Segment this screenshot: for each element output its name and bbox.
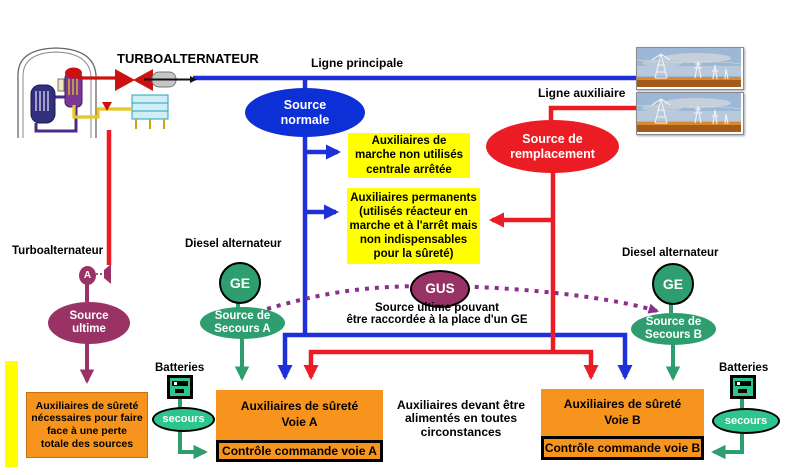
source-secours-a-ellipse: Source de Secours A — [200, 307, 285, 339]
secours-a-ellipse: secours — [152, 407, 215, 432]
source-normale-ellipse: Source normale — [245, 88, 365, 137]
gus-note: Source ultime pouvant être raccordée à la place d'un GE — [346, 302, 528, 327]
aux-perte-box: Auxiliaires de sûreté nécessaires pour faire face à une perte totale des sources — [26, 392, 148, 458]
diesel-alternateur-a-label: Diesel alternateur — [185, 238, 282, 250]
batteries-b-label: Batteries — [719, 362, 769, 374]
batteries-a-label: Batteries — [155, 362, 205, 374]
power-line-photo-main — [636, 47, 744, 90]
secours-b-ellipse: secours — [712, 408, 780, 434]
gus-ellipse: GUS — [410, 270, 470, 308]
turboalternateur-left-label: Turboalternateur — [12, 245, 104, 257]
battery-a-icon — [167, 375, 193, 399]
source-ultime-ellipse: Source ultime — [48, 302, 130, 344]
aux-permanents-note: Auxiliaires permanents (utilisés réacteur en marche et à l'arrêt mais non indispensables pour la sûreté) — [347, 188, 480, 264]
ge-a-circle: GE — [219, 262, 261, 304]
ge-b-circle: GE — [652, 263, 694, 305]
yellow-side-bar — [5, 361, 18, 467]
source-remplacement-ellipse: Source de remplacement — [486, 120, 619, 173]
battery-b-icon — [730, 375, 756, 399]
controle-commande-b-box: Contrôle commande voie B — [541, 436, 704, 460]
aux-toutes-note: Auxiliaires devant être alimentés en toutes circonstances — [396, 398, 526, 439]
aux-marche-note: Auxiliaires de marche non utilisés centrale arrêtée — [348, 133, 470, 178]
ligne-principale-label: Ligne principale — [311, 56, 404, 70]
voie-b-box: Auxiliaires de sûreté Voie B — [541, 389, 704, 436]
ligne-auxiliaire-label: Ligne auxiliaire — [538, 86, 626, 100]
power-line-photo-aux — [636, 92, 744, 135]
voie-a-box: Auxiliaires de sûreté Voie A — [216, 390, 383, 440]
controle-commande-a-box: Contrôle commande voie A — [216, 440, 383, 462]
diesel-alternateur-b-label: Diesel alternateur — [622, 247, 719, 259]
source-secours-b-ellipse: Source de Secours B — [631, 313, 716, 345]
letter-a-circle: A — [79, 266, 96, 285]
small-turbine-icon — [96, 264, 111, 284]
ligne-auxiliaire-line — [551, 108, 636, 120]
turboalternateur-title: TURBOALTERNATEUR — [117, 51, 259, 66]
